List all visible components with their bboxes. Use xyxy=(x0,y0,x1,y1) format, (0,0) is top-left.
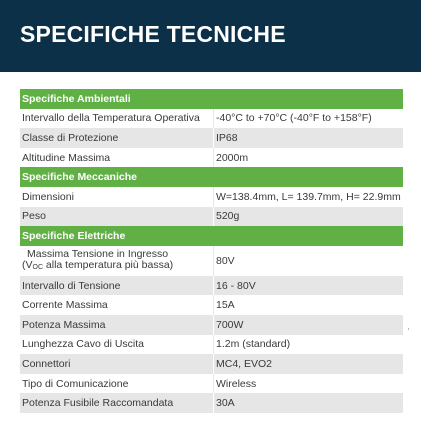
spec-label: Peso xyxy=(22,210,46,223)
spec-table xyxy=(20,89,403,413)
decorative-mark xyxy=(408,328,409,330)
spec-value: W=138.4mm, L= 139.7mm, H= 22.9mm xyxy=(213,187,401,207)
table-row xyxy=(20,246,403,276)
spec-label: Intervallo di Tensione xyxy=(22,279,121,292)
table-row xyxy=(20,393,403,413)
spec-value: 80V xyxy=(213,246,235,276)
spec-value: 1.2m (standard) xyxy=(213,335,290,355)
spec-value: MC4, EVO2 xyxy=(213,354,272,374)
spec-value: 520g xyxy=(213,207,239,227)
spec-value: 30A xyxy=(213,393,235,413)
table-row xyxy=(20,295,403,315)
spec-label: Dimensioni xyxy=(22,190,74,203)
spec-value: IP68 xyxy=(213,128,238,148)
section-title: Specifiche Elettriche xyxy=(22,229,126,242)
spec-label: Corrente Massima xyxy=(22,299,108,312)
voc-subscript: OC xyxy=(32,263,43,271)
spec-label: Lunghezza Cavo di Uscita xyxy=(22,338,144,351)
spec-value: 15A xyxy=(213,295,235,315)
table-row xyxy=(20,374,403,394)
table-row xyxy=(20,207,403,227)
spec-value: 16 - 80V xyxy=(213,276,256,296)
section-title: Specifiche Meccaniche xyxy=(22,171,137,184)
section-header-elettriche xyxy=(20,226,403,246)
table-row xyxy=(20,148,403,168)
spec-label-line1: Massima Tensione in Ingresso xyxy=(27,247,169,260)
spec-label: Potenza Fusibile Raccomandata xyxy=(22,397,174,410)
spec-label: Classe di Protezione xyxy=(22,131,119,144)
table-row xyxy=(20,109,403,129)
spec-value: Wireless xyxy=(213,374,256,394)
table-row xyxy=(20,354,403,374)
table-row xyxy=(20,315,403,335)
spec-label xyxy=(22,246,173,276)
spec-label: Intervallo della Temperatura Operativa xyxy=(22,112,200,125)
spec-label: Altitudine Massima xyxy=(22,151,111,164)
spec-value: -40°C to +70°C (-40°F to +158°F) xyxy=(213,109,372,129)
table-row xyxy=(20,128,403,148)
spec-label: Tipo di Comunicazione xyxy=(22,377,129,390)
table-row xyxy=(20,276,403,296)
table-row xyxy=(20,187,403,207)
spec-label-line2 xyxy=(22,260,173,273)
spec-label: Connettori xyxy=(22,357,71,370)
spec-label: Potenza Massima xyxy=(22,318,106,331)
table-row xyxy=(20,335,403,355)
section-title: Specifiche Ambientali xyxy=(22,92,131,105)
header-banner xyxy=(0,0,421,72)
spec-label-line2-post: alla temperatura più bassa) xyxy=(43,258,174,271)
section-header-meccaniche xyxy=(20,167,403,187)
spec-value: 2000m xyxy=(213,148,248,168)
section-header-ambientali xyxy=(20,89,403,109)
page-title: SPECIFICHE TECNICHE xyxy=(20,21,286,47)
spec-value: 700W xyxy=(213,315,243,335)
spec-label-line2-pre: (V xyxy=(22,258,33,271)
